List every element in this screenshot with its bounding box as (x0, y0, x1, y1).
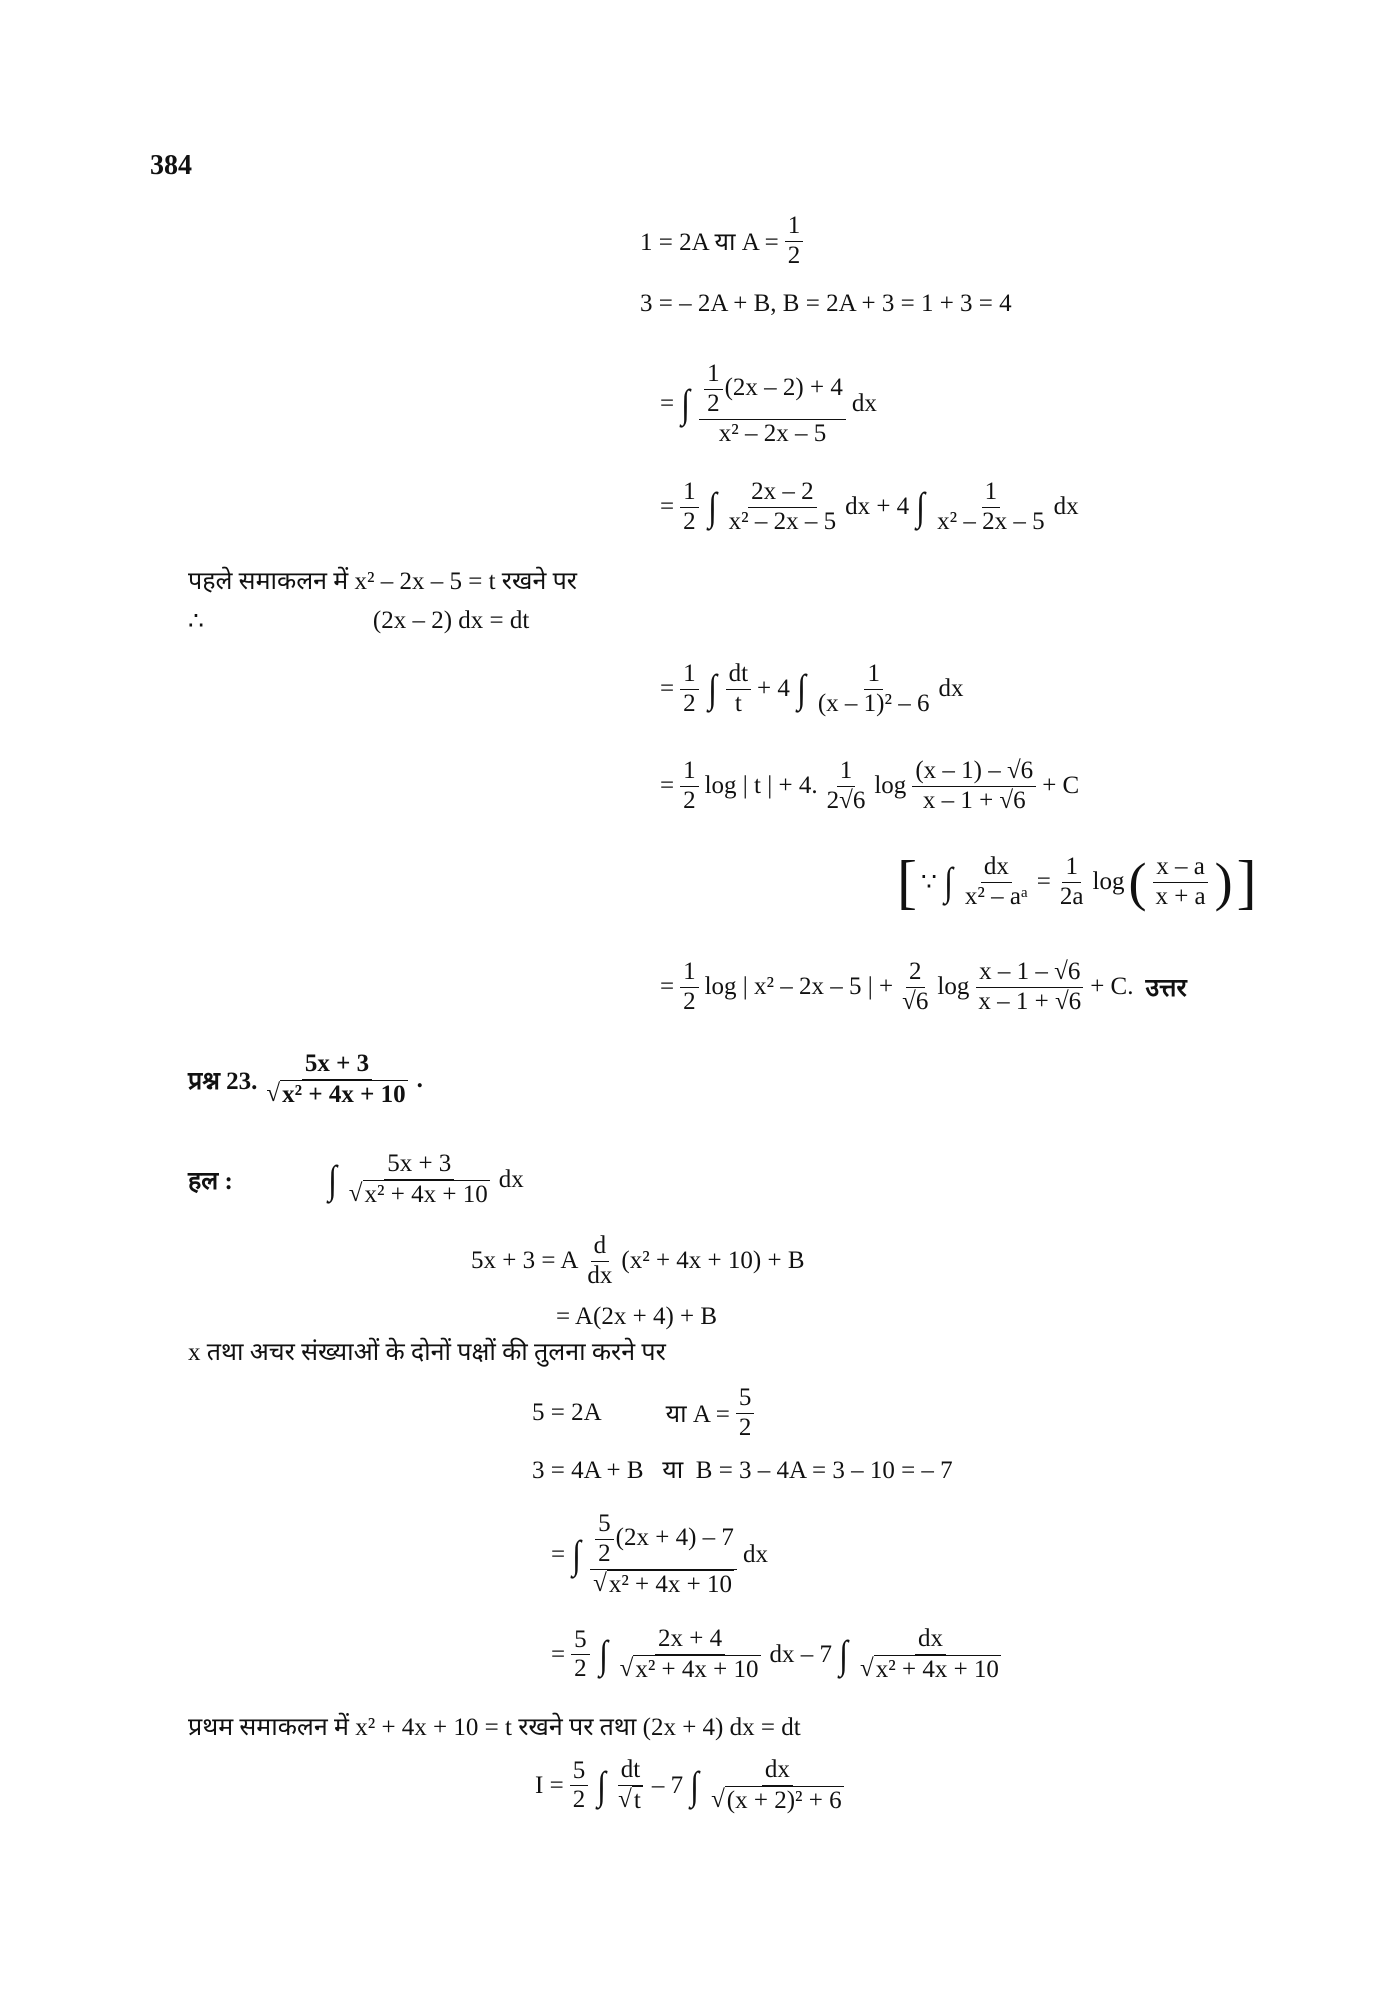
integral-sign: ∫ (707, 666, 717, 712)
equals: = (660, 772, 675, 800)
fraction (899, 958, 931, 1017)
fraction (815, 660, 933, 719)
fraction (824, 757, 869, 816)
eq-text: 5x + 3 = A (471, 1247, 579, 1275)
denominator: x² – 2x – 5 (728, 507, 837, 535)
numerator: 1 (680, 958, 699, 988)
eq-text: + C. (1090, 973, 1134, 1001)
denominator: 2a (1059, 882, 1084, 910)
eq-m5 (551, 1510, 768, 1599)
dx: dx (851, 390, 877, 418)
square-root: √ t (618, 1785, 641, 1814)
fraction (934, 478, 1048, 537)
answer-label: उत्तर (1145, 975, 1187, 1003)
denominator: 2 (738, 1413, 752, 1441)
page-number: 384 (150, 150, 192, 181)
numerator: dx (981, 853, 1012, 883)
denominator: x² – 2x – 5 (718, 419, 827, 447)
integral-sign: ∫ (916, 484, 926, 530)
fraction (975, 958, 1084, 1017)
denominator (590, 1570, 737, 1600)
denominator (615, 1786, 646, 1816)
radicand: (x + 2)² + 6 (726, 1786, 842, 1814)
denominator (263, 1080, 410, 1110)
fraction (570, 1757, 589, 1816)
numerator: x – 1 – √6 (976, 958, 1083, 988)
right-paren: ) (1214, 852, 1233, 912)
dx: dx (743, 1540, 769, 1568)
denominator: x + a (1155, 882, 1206, 910)
numerator-rest: (2x – 2) + 4 (724, 373, 843, 401)
numerator: 5 (595, 1510, 614, 1540)
dx: dx (1053, 493, 1079, 521)
fraction (726, 660, 751, 719)
eq-text: 1 = 2A या A = (640, 229, 779, 257)
numerator: dt (726, 660, 751, 690)
eq-text: (2x – 2) dx = dt (372, 607, 530, 634)
log: log (874, 772, 907, 800)
eq-text: log | x² – 2x – 5 | + (704, 973, 894, 1001)
denominator: 2√6 (826, 786, 866, 814)
equals: = (660, 675, 675, 703)
denominator: x – 1 + √6 (978, 987, 1082, 1015)
numerator: 1 (837, 757, 856, 787)
eq-line-5 (660, 660, 964, 719)
fraction (708, 1756, 847, 1816)
eq-text: (x² + 4x + 10) + B (621, 1247, 805, 1275)
eq-m3 (532, 1384, 756, 1443)
numerator-rest: (2x + 4) – 7 (615, 1523, 734, 1551)
eq-text: + C (1042, 772, 1080, 800)
denominator (708, 1786, 847, 1816)
integral-sign: ∫ (598, 1631, 608, 1677)
denominator (857, 1655, 1004, 1685)
eq-text: dx – 7 (769, 1640, 833, 1668)
square-root: √ x² + 4x + 10 (859, 1654, 999, 1683)
numerator: 1 (680, 660, 699, 690)
radicand: x² + 4x + 10 (364, 1180, 488, 1208)
integral-sign: ∫ (707, 484, 717, 530)
numerator: 2x – 2 (748, 478, 817, 508)
fraction (857, 1625, 1004, 1685)
fraction (912, 757, 1036, 816)
denominator: 2 (572, 1786, 586, 1814)
integral-sign: ∫ (572, 1531, 581, 1577)
right-bracket: ] (1236, 849, 1257, 915)
numerator (590, 1510, 737, 1570)
numerator: 1 (1062, 853, 1081, 883)
denominator: √6 (902, 987, 929, 1015)
substitution-text-2: प्रथम समाकलन में x² + 4x + 10 = t रखने पर तथा (2x + 4) dx = dt (188, 1714, 801, 1741)
log: log (937, 973, 970, 1001)
dx: dx (938, 675, 964, 703)
integral-sign: ∫ (327, 1156, 337, 1202)
eq-line-3 (660, 360, 877, 448)
fraction (615, 1756, 646, 1816)
denominator: t (734, 689, 742, 717)
fraction (726, 478, 840, 537)
eq-m7 (535, 1756, 849, 1816)
numerator (699, 360, 846, 420)
left-paren: ( (1128, 852, 1147, 912)
numerator: x – a (1153, 853, 1208, 883)
numerator: dx (762, 1756, 793, 1786)
fraction (962, 853, 1031, 912)
denominator: x² – aᵃ (964, 882, 1028, 910)
denominator: (x – 1)² – 6 (817, 689, 930, 717)
question-23 (188, 1050, 423, 1110)
eq-m6 (551, 1625, 1006, 1685)
fraction (617, 1625, 764, 1685)
eq-text: 5 = 2A (532, 1399, 602, 1427)
eq-text: – 7 (651, 1771, 684, 1799)
comparison-text: x तथा अचर संख्याओं के दोनों पक्षों की तुलना करने पर (188, 1339, 666, 1366)
eq-text: dx + 4 (845, 493, 910, 521)
denominator: 2 (787, 241, 801, 269)
numerator: 2 (906, 958, 925, 988)
eq-line-6 (660, 757, 1079, 816)
eq-m4: 3 = 4A + B या B = 3 – 4A = 3 – 10 = – 7 (532, 1457, 953, 1484)
radicand: x² + 4x + 10 (282, 1080, 406, 1108)
fraction (704, 360, 723, 419)
solution-line (188, 1150, 524, 1210)
integral-sign: ∫ (690, 1762, 699, 1808)
radicand: t (633, 1786, 641, 1814)
eq-text: या A = (665, 1401, 730, 1429)
because-symbol: ∵ (920, 869, 937, 896)
fraction (571, 1626, 590, 1685)
numerator: 5 (736, 1384, 755, 1414)
numerator: 1 (704, 360, 723, 390)
numerator: dx (915, 1625, 946, 1655)
square-root: √ x² + 4x + 10 (593, 1569, 733, 1598)
radicand: x² + 4x + 10 (635, 1655, 759, 1683)
equals: = (551, 1540, 566, 1568)
eq-text: I = (535, 1771, 564, 1799)
period: . (416, 1065, 423, 1093)
eq-m2: = A(2x + 4) + B (556, 1303, 718, 1330)
standard-formula (897, 849, 1257, 915)
eq-text: + 4 (757, 675, 790, 703)
fraction (263, 1050, 410, 1110)
integral-sign: ∫ (943, 859, 953, 904)
integral-sign: ∫ (796, 666, 806, 712)
denominator: 2 (574, 1655, 587, 1683)
eq-line-2: 3 = – 2A + B, B = 2A + 3 = 1 + 3 = 4 (640, 290, 1012, 317)
numerator: (x – 1) – √6 (912, 757, 1036, 787)
eq-line-4 (660, 478, 1079, 537)
dx: dx (498, 1165, 524, 1193)
numerator: 5 (570, 1757, 589, 1787)
fraction (785, 212, 804, 271)
numerator: d (591, 1232, 610, 1262)
left-bracket: [ (897, 849, 917, 915)
fraction (1057, 853, 1087, 912)
numerator: 1 (680, 478, 699, 508)
denominator: 2 (683, 786, 696, 814)
numerator: 1 (982, 478, 1001, 508)
radicand: x² + 4x + 10 (875, 1655, 999, 1683)
solution-label: हल : (188, 1167, 233, 1195)
eq-text: log | t | + 4. (704, 772, 818, 800)
denominator: 2 (683, 987, 696, 1015)
numerator: 5x + 3 (302, 1050, 372, 1080)
log: log (1092, 868, 1125, 895)
fraction (680, 958, 699, 1017)
eq-line-1 (640, 212, 805, 271)
denominator (346, 1180, 493, 1210)
fraction (584, 1232, 615, 1291)
denominator: 2 (598, 1539, 611, 1567)
denominator: x² – 2x – 5 (937, 507, 1045, 535)
eq-line-7 (660, 958, 1187, 1017)
denominator: 2 (683, 689, 696, 717)
integral-sign: ∫ (839, 1631, 848, 1677)
denominator: dx (587, 1261, 613, 1289)
square-root: √ x² + 4x + 10 (348, 1179, 488, 1208)
numerator: 2x + 4 (655, 1625, 725, 1655)
fraction (736, 1384, 755, 1443)
numerator: 1 (864, 660, 883, 690)
fraction (595, 1510, 614, 1569)
square-root: √ (x + 2)² + 6 (711, 1785, 842, 1814)
denominator: x – 1 + √6 (922, 786, 1026, 814)
denominator: 2 (683, 507, 696, 535)
radicand: x² + 4x + 10 (608, 1570, 733, 1598)
equals: = (551, 1640, 566, 1668)
fraction (346, 1150, 493, 1210)
fraction (1152, 853, 1208, 912)
equals: = (1036, 868, 1051, 895)
numerator: 1 (785, 212, 804, 242)
fraction (680, 660, 699, 719)
square-root: √ x² + 4x + 10 (266, 1079, 406, 1108)
integral-sign: ∫ (597, 1762, 607, 1808)
fraction (680, 478, 699, 537)
fraction (680, 757, 699, 816)
equals: = (660, 493, 675, 521)
fraction (590, 1510, 737, 1599)
denominator: 2 (707, 389, 720, 417)
therefore-line (188, 606, 529, 636)
equals: = (660, 973, 675, 1001)
square-root: √ x² + 4x + 10 (619, 1654, 759, 1683)
eq-m1 (471, 1232, 805, 1291)
substitution-text-1: पहले समाकलन में x² – 2x – 5 = t रखने पर (188, 568, 577, 595)
numerator: 1 (680, 757, 699, 787)
numerator: dt (618, 1756, 643, 1786)
numerator: 5x + 3 (384, 1150, 454, 1180)
question-label: प्रश्न 23. (188, 1067, 258, 1095)
denominator (617, 1655, 764, 1685)
equals: = (660, 390, 675, 418)
integral-sign: ∫ (681, 381, 690, 427)
fraction (699, 360, 846, 448)
numerator: 5 (571, 1626, 590, 1656)
therefore-symbol: ∴ (188, 608, 204, 635)
